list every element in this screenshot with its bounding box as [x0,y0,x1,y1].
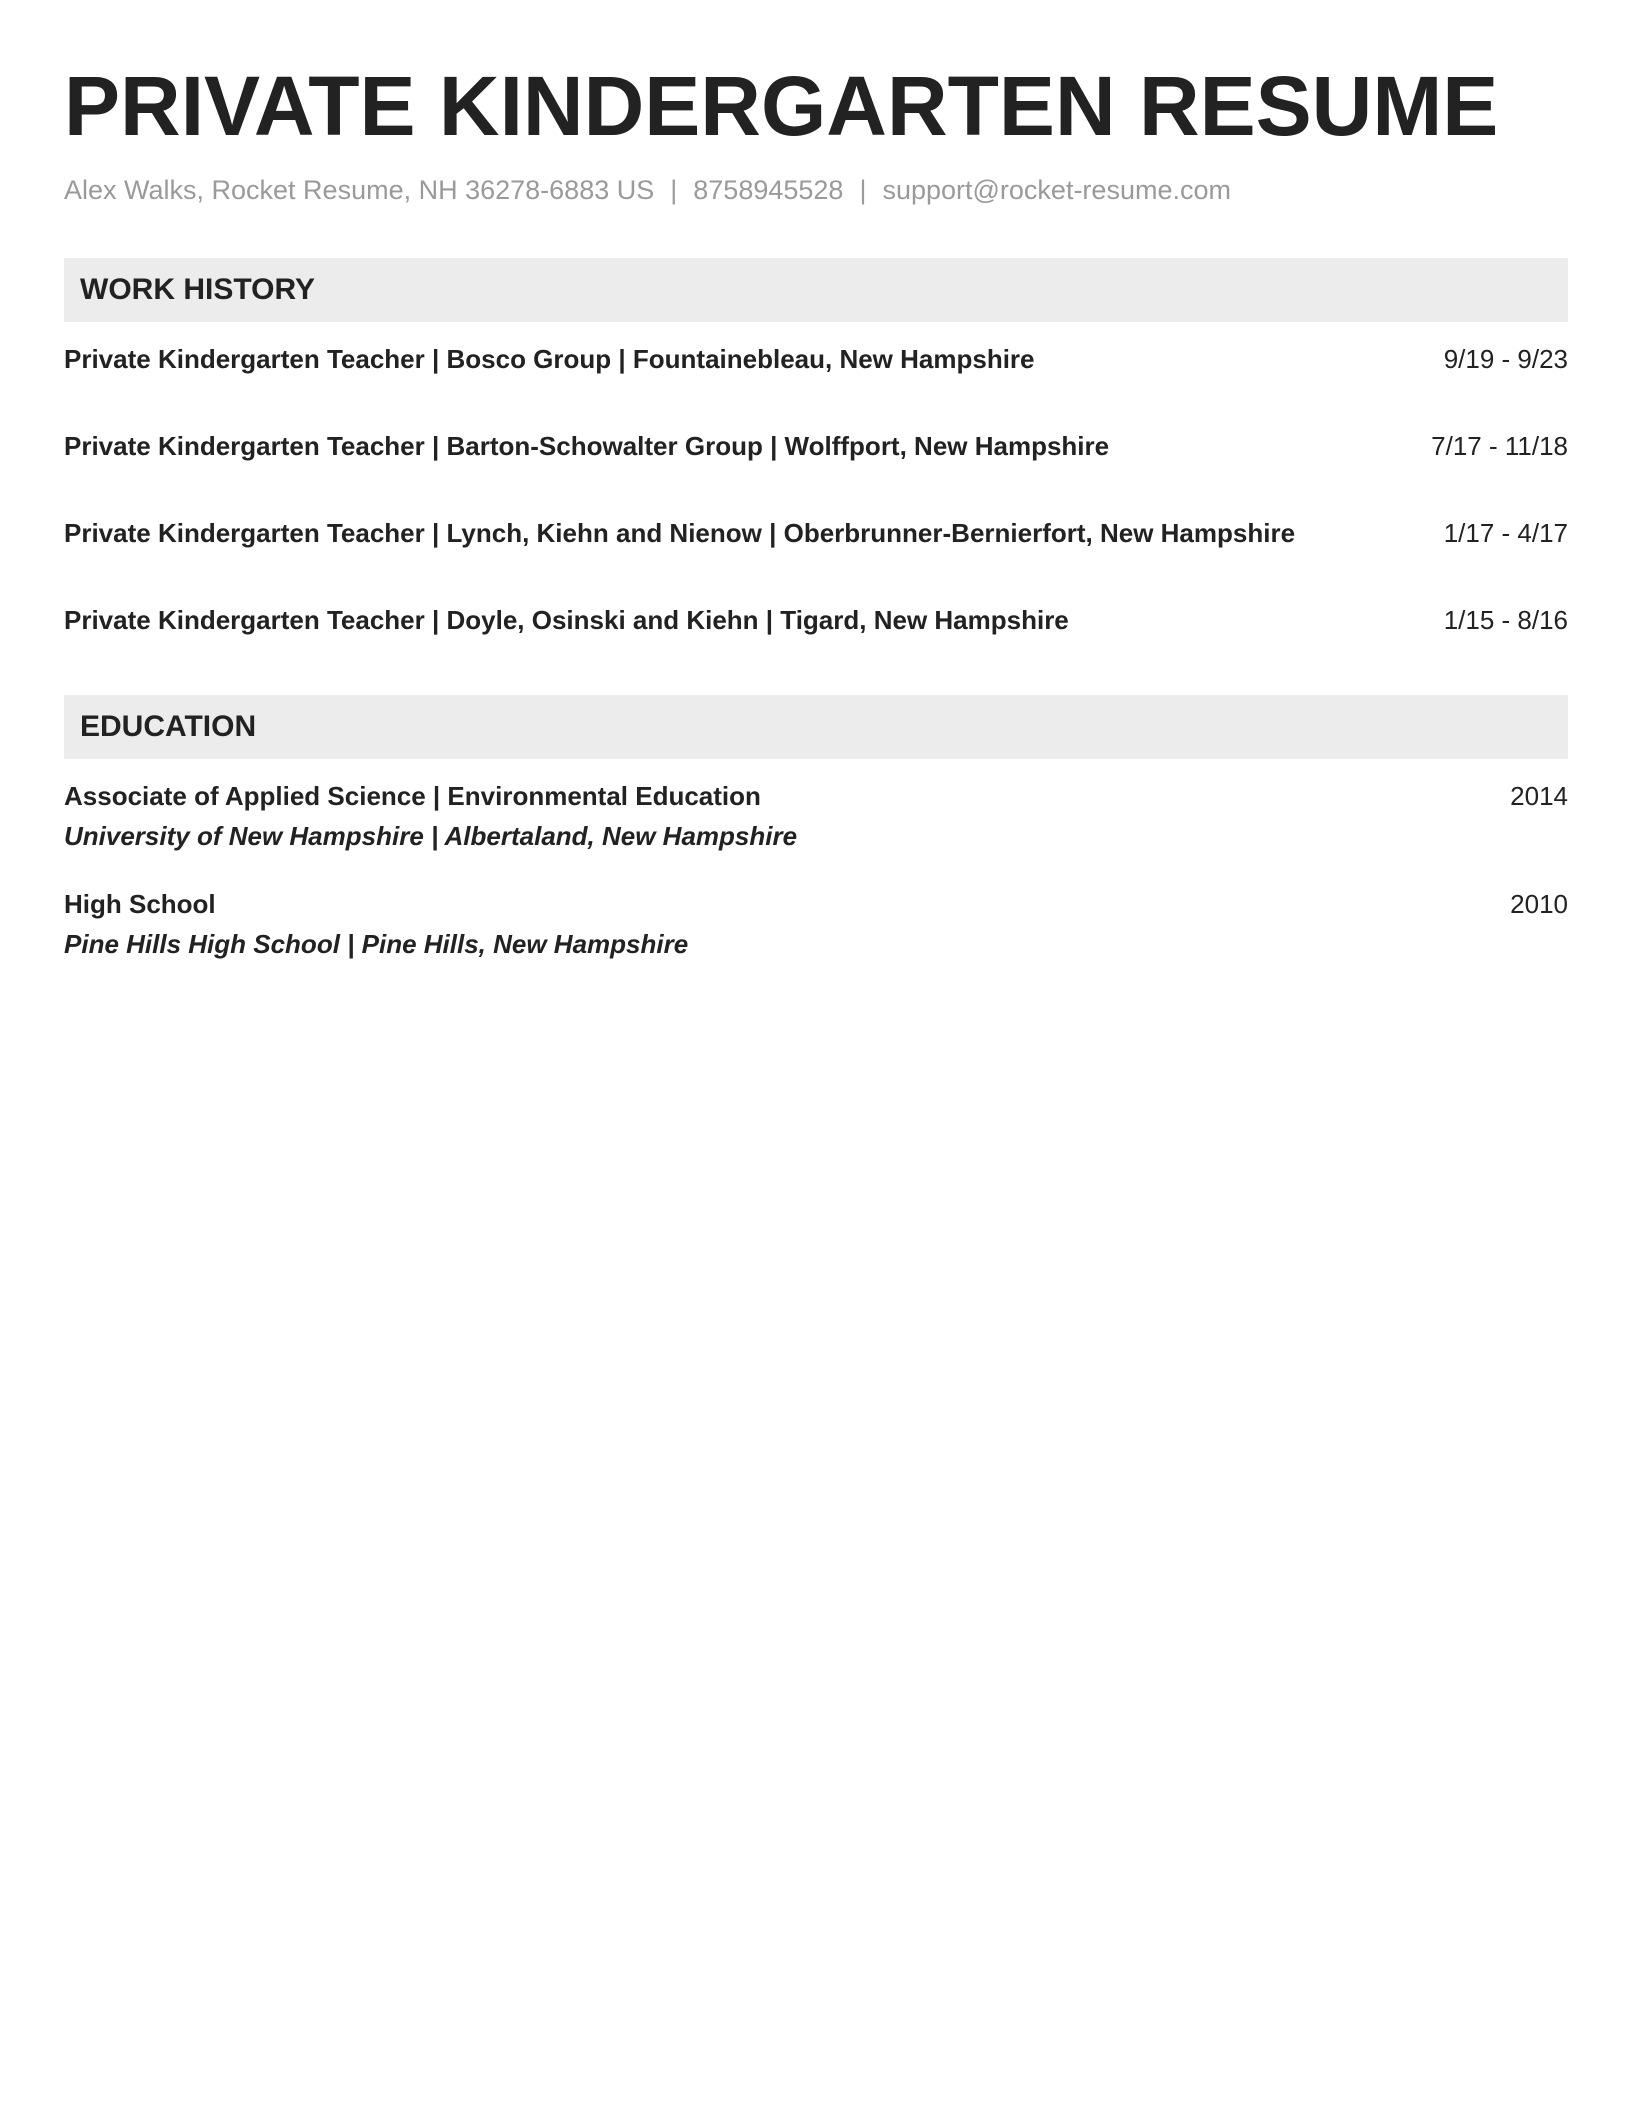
job-title: Private Kindergarten Teacher | Barton-Schowalter Group | Wolffport, New Hampshire [64,431,1110,461]
job-dates: 1/15 - 8/16 [1443,605,1568,635]
education-row [64,779,1568,813]
education-entry [64,887,1568,961]
contact-line [64,172,1568,208]
education-heading: EDUCATION [80,710,257,743]
work-history-list [64,342,1568,653]
job-entry [64,342,1568,429]
contact-separator: | [859,175,867,205]
job-entry [64,429,1568,516]
education-year: 2010 [1510,889,1568,919]
education-header [64,695,1568,759]
resume-title: PRIVATE KINDERGARTEN RESUME [64,59,1499,153]
contact-address: Alex Walks, Rocket Resume, NH 36278-6883 US [64,175,655,205]
education-degree: Associate of Applied Science | Environmental Education [64,781,761,811]
contact-email: support@rocket-resume.com [882,175,1231,205]
contact-phone: 8758945528 [693,175,844,205]
work-history-header [64,258,1568,322]
education-degree: High School [64,889,216,919]
contact-separator: | [670,175,678,205]
job-dates: 1/17 - 4/17 [1443,518,1568,548]
work-history-heading: WORK HISTORY [80,273,316,306]
education-school: University of New Hampshire | Albertaland, New Hampshire [64,821,798,851]
education-list [64,779,1568,961]
job-dates: 7/17 - 11/18 [1431,431,1568,461]
job-title: Private Kindergarten Teacher | Lynch, Kiehn and Nienow | Oberbrunner-Bernierfort, New Hampshire [64,518,1296,548]
job-title: Private Kindergarten Teacher | Doyle, Osinski and Kiehn | Tigard, New Hampshire [64,605,1069,635]
job-title: Private Kindergarten Teacher | Bosco Group | Fountainebleau, New Hampshire [64,344,1035,374]
education-row [64,887,1568,921]
education-entry [64,779,1568,853]
job-entry [64,516,1568,603]
job-entry [64,603,1568,653]
education-year: 2014 [1510,781,1568,811]
education-school: Pine Hills High School | Pine Hills, New Hampshire [64,929,689,959]
job-dates: 9/19 - 9/23 [1443,344,1568,374]
